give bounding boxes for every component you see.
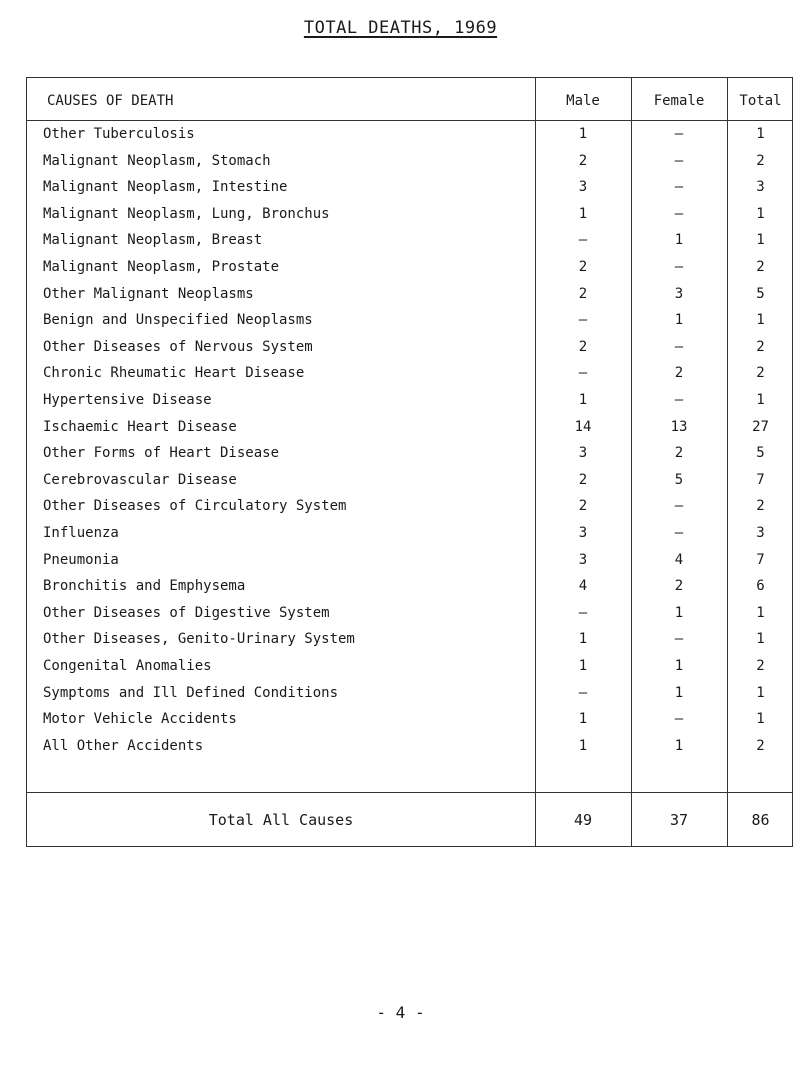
male-cell: – [578,365,588,382]
totals-female: 37 [669,811,689,829]
table-row [27,387,792,413]
total-cell: 1 [756,631,765,648]
table-row [27,227,792,253]
cause-cell: Malignant Neoplasm, Breast [43,232,263,249]
female-cell: 1 [674,232,684,249]
cause-cell: Benign and Unspecified Neoplasms [43,312,313,329]
table-row [27,733,792,759]
cause-cell: All Other Accidents [43,737,204,754]
table-row [27,414,792,440]
male-cell: – [578,312,588,329]
total-cell: 1 [756,232,765,249]
total-cell: 3 [756,525,765,541]
total-cell: 3 [756,179,765,196]
table-row [27,334,792,360]
female-cell: 2 [674,445,684,462]
table-row [27,653,792,679]
cause-cell: Other Forms of Heart Disease [43,445,280,462]
male-cell: 3 [578,179,588,196]
female-cell: 5 [674,471,684,488]
female-cell: 13 [670,418,688,435]
female-cell: – [674,205,684,222]
deaths-table [26,77,793,847]
table-row [27,121,792,147]
cause-cell: Pneumonia [43,551,119,568]
table-row [27,201,792,227]
male-cell: 2 [578,259,588,275]
cause-cell: Ischaemic Heart Disease [43,418,237,435]
cause-cell: Malignant Neoplasm, Prostate [43,259,280,275]
cause-cell: Other Diseases of Nervous System [43,338,313,355]
male-cell: 1 [578,631,588,648]
cause-cell: Congenital Anomalies [43,658,212,674]
male-cell: 1 [578,205,588,222]
total-cell: 1 [756,684,765,701]
table-row [27,493,792,519]
female-cell: – [674,392,684,408]
cause-cell: Cerebrovascular Disease [43,471,237,488]
table-row [27,440,792,466]
table-row [27,520,792,546]
female-cell: 1 [674,737,684,754]
table-row [27,706,792,732]
header-male: Male [566,93,600,109]
total-cell: 7 [756,551,765,568]
total-cell: 2 [756,338,765,355]
total-cell: 2 [756,259,765,275]
total-cell: 1 [756,205,765,222]
cause-cell: Malignant Neoplasm, Lung, Bronchus [43,205,330,222]
cause-cell: Bronchitis and Emphysema [43,578,246,595]
cause-cell: Other Diseases of Digestive System [43,604,330,621]
table-row [27,547,792,573]
female-cell: – [674,152,684,169]
female-cell: 1 [674,604,684,621]
totals-male: 49 [573,811,593,829]
table-row [27,600,792,626]
female-cell: 4 [674,551,684,568]
total-cell: 2 [756,658,765,674]
male-cell: 2 [578,338,588,355]
male-cell: 2 [578,471,588,488]
total-cell: 2 [756,498,765,515]
female-cell: – [674,498,684,515]
cause-cell: Hypertensive Disease [43,392,212,408]
header-female: Female [653,93,705,109]
cause-cell: Other Tuberculosis [43,126,195,142]
female-cell: – [674,179,684,196]
male-cell: 3 [578,551,588,568]
table-row [27,360,792,386]
table-row [27,626,792,652]
table-row [27,148,792,174]
total-cell: 1 [756,711,765,728]
total-cell: 5 [756,285,765,302]
table-row [27,174,792,200]
total-cell: 1 [756,126,765,142]
cause-cell: Other Malignant Neoplasms [43,285,254,302]
total-cell: 1 [756,312,765,329]
total-cell: 1 [756,604,765,621]
male-cell: – [578,604,588,621]
total-cell: 2 [756,737,765,754]
table-row [27,307,792,333]
male-cell: 3 [578,525,588,541]
male-cell: 1 [578,126,588,142]
total-cell: 2 [756,152,765,169]
female-cell: – [674,126,684,142]
totals-row [27,792,792,848]
cause-cell: Chronic Rheumatic Heart Disease [43,365,305,382]
total-cell: 1 [756,392,765,408]
female-cell: – [674,525,684,541]
cause-cell: Other Diseases, Genito-Urinary System [43,631,355,648]
page-title [0,18,801,38]
male-cell: 2 [578,152,588,169]
male-cell: 1 [578,392,588,408]
total-cell: 6 [756,578,765,595]
male-cell: 1 [578,711,588,728]
table-row [27,467,792,493]
cause-cell: Motor Vehicle Accidents [43,711,237,728]
total-cell: 5 [756,445,765,462]
female-cell: 2 [674,578,684,595]
table-row [27,680,792,706]
cause-cell: Influenza [43,525,119,541]
cause-cell: Symptoms and Ill Defined Conditions [43,684,339,701]
cause-cell: Other Diseases of Circulatory System [43,498,347,515]
male-cell: 4 [578,578,588,595]
cause-cell: Malignant Neoplasm, Stomach [43,152,271,169]
male-cell: 1 [578,737,588,754]
male-cell: 2 [578,498,588,515]
page-number: - 4 - [376,1003,425,1022]
female-cell: 1 [674,658,684,674]
table-row [27,573,792,599]
totals-total: 86 [751,811,770,829]
male-cell: 3 [578,445,588,462]
header-cause: CAUSES OF DEATH [47,93,174,109]
header-total: Total [739,93,782,109]
total-cell: 7 [756,471,765,488]
female-cell: – [674,338,684,355]
male-cell: – [578,684,588,701]
total-cell: 27 [752,418,769,435]
page-title-text: TOTAL DEATHS, 1969 [303,18,498,38]
totals-label: Total All Causes [208,811,354,829]
male-cell: 2 [578,285,588,302]
table-row [27,281,792,307]
female-cell: – [674,631,684,648]
female-cell: 3 [674,285,684,302]
female-cell: 2 [674,365,684,382]
table-row [27,254,792,280]
cause-cell: Malignant Neoplasm, Intestine [43,179,288,196]
male-cell: 14 [574,418,592,435]
table-header [27,78,792,120]
female-cell: 1 [674,684,684,701]
female-cell: – [674,259,684,275]
male-cell: 1 [578,658,588,674]
total-cell: 2 [756,365,765,382]
female-cell: – [674,711,684,728]
male-cell: – [578,232,588,249]
female-cell: 1 [674,312,684,329]
